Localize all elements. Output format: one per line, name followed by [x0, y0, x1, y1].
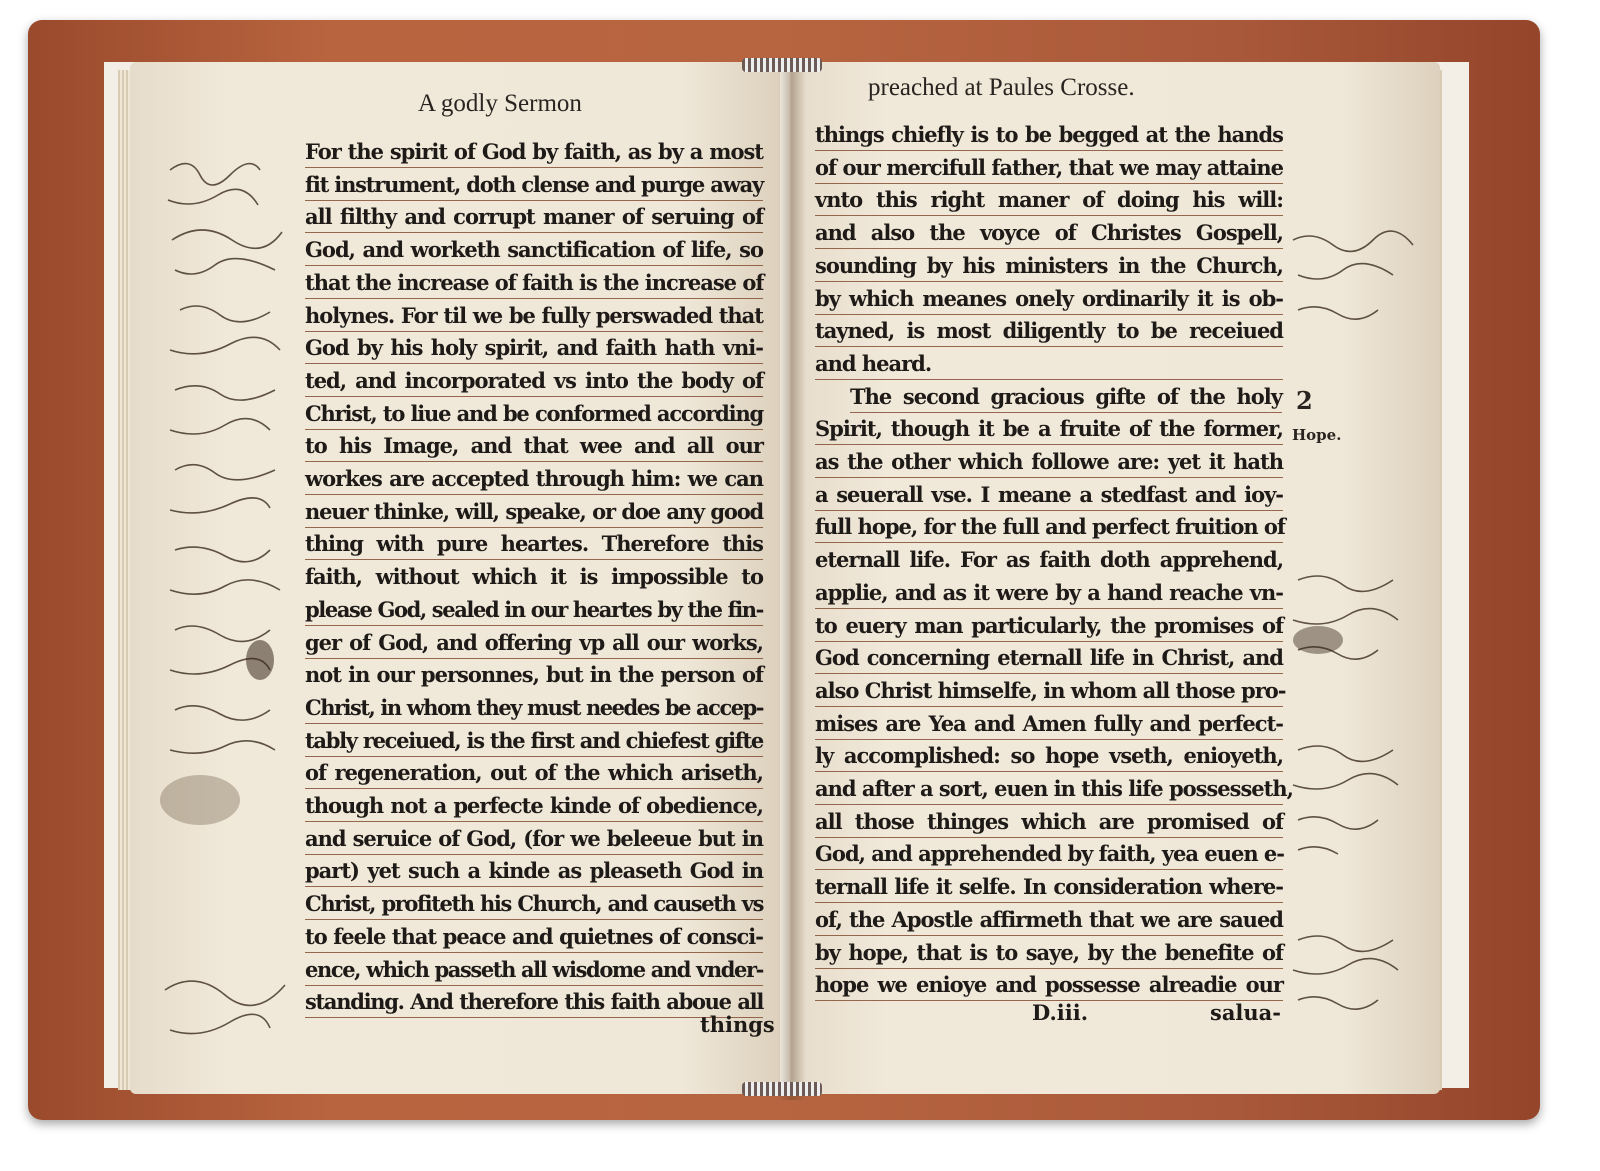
text-line: and heard. — [815, 349, 1283, 380]
right-catchword: salua- — [1210, 1000, 1281, 1025]
text-line: of our mercifull father, that we may attaine — [815, 153, 1283, 184]
text-line: workes are accepted through him: we can — [305, 464, 763, 495]
text-line: vnto this right maner of doing his will: — [815, 185, 1283, 216]
text-line: tably receiued, is the first and chiefest gifte — [305, 726, 763, 757]
text-line: holynes. For til we be fully perswaded that — [305, 301, 763, 332]
text-line: of regeneration, out of the which ariseth, — [305, 758, 763, 789]
text-line: to feele that peace and quietnes of consci- — [305, 922, 763, 953]
text-line: For the spirit of God by faith, as by a most — [305, 137, 763, 168]
text-line: ger of God, and offering vp all our works, — [305, 628, 763, 659]
text-line: ly accomplished: so hope vseth, enioyeth, — [815, 741, 1283, 772]
text-line: and seruice of God, (for we beleeue but in — [305, 824, 763, 855]
text-line: eternall life. For as faith doth apprehend, — [815, 547, 1283, 573]
text-line: not in our personnes, but in the person of — [305, 662, 763, 688]
text-line: God concerning eternall life in Christ, and — [815, 643, 1283, 674]
text-line: tayned, is most diligently to be receiued — [815, 316, 1283, 347]
text-line: God, and worketh sanctification of life, so — [305, 235, 763, 266]
text-line: fit instrument, doth clense and purge away — [305, 170, 763, 201]
margin-note: Hope. — [1292, 426, 1342, 444]
text-line: Christ, to liue and be conformed according — [305, 399, 763, 430]
text-line: sounding by his ministers in the Church, — [815, 251, 1283, 282]
right-running-head: preached at Paules Crosse. — [868, 74, 1135, 101]
signature-mark: D.iii. — [1032, 1000, 1089, 1025]
text-line: to euery man particularly, the promises of — [815, 611, 1283, 642]
text-line: and after a sort, euen in this life possesseth, — [815, 774, 1283, 805]
text-line: hope we enioye and possesse alreadie our — [815, 970, 1283, 1001]
text-line: standing. And therefore this faith aboue all — [305, 987, 763, 1018]
text-line: things chiefly is to be begged at the hands — [815, 120, 1283, 151]
margin-number: 2 — [1296, 386, 1313, 415]
handwritten-marginalia-left — [160, 150, 300, 1050]
left-catchword: things — [700, 1012, 775, 1037]
text-line: also Christ himselfe, in whom all those pro- — [815, 676, 1283, 707]
text-line: by which meanes onely ordinarily it is ob- — [815, 284, 1283, 315]
text-line: thing with pure heartes. Therefore this — [305, 529, 763, 560]
text-line: and also the voyce of Christes Gospell, — [815, 218, 1283, 249]
headband-bottom — [742, 1082, 822, 1096]
headband-top — [742, 58, 822, 72]
text-line: Spirit, though it be a fruite of the former, — [815, 414, 1283, 445]
text-line: God, and apprehended by faith, yea euen e- — [815, 839, 1283, 870]
text-line: all those thinges which are promised of — [815, 807, 1283, 838]
text-line: a seuerall vse. I meane a stedfast and ioy- — [815, 480, 1283, 511]
text-line: The second gracious gifte of the holy — [850, 382, 1282, 413]
text-line: by hope, that is to saye, by the benefite of — [815, 938, 1283, 969]
text-line: as the other which followe are: yet it hath — [815, 447, 1283, 478]
text-line: full hope, for the full and perfect fruition of — [815, 512, 1283, 543]
left-running-head: A godly Sermon — [418, 90, 582, 117]
book-gutter — [778, 60, 806, 1100]
text-line: that the increase of faith is the increase of — [305, 268, 763, 299]
text-line: all filthy and corrupt maner of seruing of — [305, 202, 763, 233]
text-line: faith, without which it is impossible to — [305, 564, 763, 590]
text-line: ence, which passeth all wisdome and vnder- — [305, 955, 763, 986]
text-line: ted, and incorporated vs into the body of — [305, 366, 763, 397]
text-line: Christ, in whom they must needes be accep- — [305, 693, 763, 724]
handwritten-marginalia-right — [1288, 220, 1418, 1020]
text-line: part) yet such a kinde as pleaseth God in — [305, 856, 763, 887]
text-line: neuer thinke, will, speake, or doe any good — [305, 497, 763, 528]
text-line: mises are Yea and Amen fully and perfect- — [815, 709, 1283, 740]
text-line: applie, and as it were by a hand reache vn- — [815, 578, 1283, 609]
text-line: God by his holy spirit, and faith hath vni- — [305, 333, 763, 364]
text-line: though not a perfecte kinde of obedience, — [305, 791, 763, 822]
text-line: of, the Apostle affirmeth that we are saued — [815, 905, 1283, 936]
text-line: please God, sealed in our heartes by the fin- — [305, 595, 763, 626]
text-line: Christ, profiteth his Church, and causeth vs — [305, 889, 763, 920]
text-line: ternall life it selfe. In consideration where- — [815, 872, 1283, 903]
text-line: to his Image, and that wee and all our — [305, 431, 763, 462]
